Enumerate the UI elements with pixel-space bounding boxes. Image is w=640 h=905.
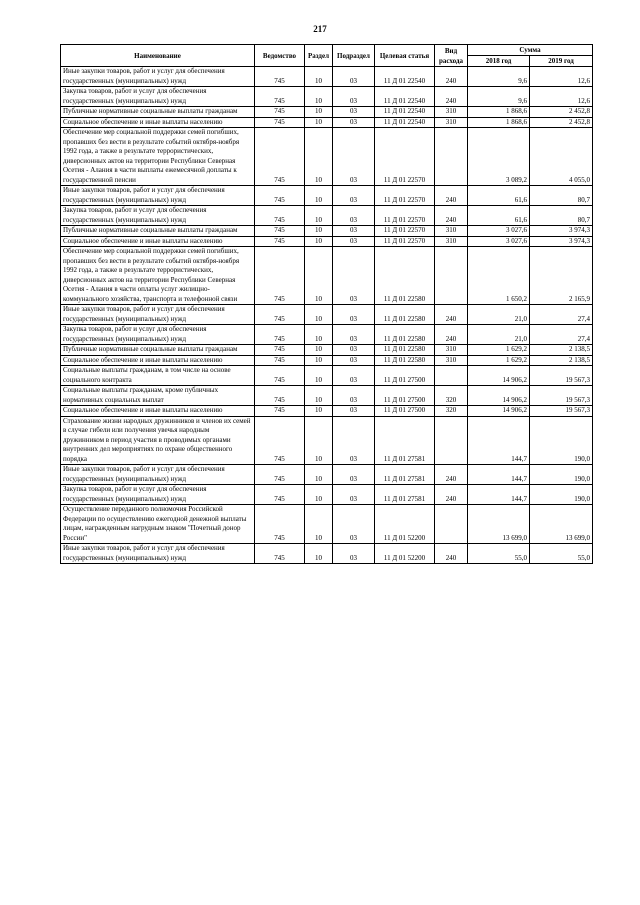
cell-2018: 14 906,2	[468, 366, 530, 386]
cell-target: 11 Д 01 27581	[375, 416, 435, 465]
cell-subsection: 03	[333, 67, 375, 87]
cell-target: 11 Д 01 22570	[375, 236, 435, 247]
cell-department: 745	[255, 67, 305, 87]
table-row	[61, 544, 593, 564]
cell-target: 11 Д 01 27500	[375, 386, 435, 406]
budget-table	[60, 44, 593, 564]
cell-target: 11 Д 01 22540	[375, 67, 435, 87]
cell-expense-type: 310	[435, 107, 468, 118]
cell-section: 10	[305, 87, 333, 107]
cell-section: 10	[305, 128, 333, 186]
cell-expense-type	[435, 366, 468, 386]
cell-subsection: 03	[333, 544, 375, 564]
cell-subsection: 03	[333, 386, 375, 406]
cell-2019: 190,0	[530, 465, 593, 485]
cell-section: 10	[305, 247, 333, 305]
cell-subsection: 03	[333, 107, 375, 118]
cell-2019: 19 567,3	[530, 386, 593, 406]
cell-section: 10	[305, 186, 333, 206]
cell-subsection: 03	[333, 406, 375, 417]
cell-2019: 80,7	[530, 186, 593, 206]
cell-section: 10	[305, 345, 333, 356]
cell-name: Иные закупки товаров, работ и услуг для обеспечения государственных (муниципальных) нужд	[61, 305, 255, 325]
cell-expense-type: 310	[435, 226, 468, 237]
cell-2018: 3 089,2	[468, 128, 530, 186]
cell-target: 11 Д 01 22580	[375, 247, 435, 305]
cell-expense-type	[435, 247, 468, 305]
cell-2018: 13 699,0	[468, 505, 530, 544]
cell-section: 10	[305, 67, 333, 87]
cell-section: 10	[305, 366, 333, 386]
cell-expense-type: 240	[435, 206, 468, 226]
cell-section: 10	[305, 406, 333, 417]
table-row	[61, 186, 593, 206]
table-header	[61, 45, 593, 67]
cell-name: Социальное обеспечение и иные выплаты населению	[61, 117, 255, 128]
cell-expense-type: 240	[435, 465, 468, 485]
cell-subsection: 03	[333, 366, 375, 386]
cell-subsection: 03	[333, 416, 375, 465]
cell-2019: 80,7	[530, 206, 593, 226]
cell-2019: 2 138,5	[530, 355, 593, 366]
cell-name: Осуществление переданного полномочия Российской Федерации по осуществлению ежегодной денежной выплаты лицам, награжденным нагрудным знаком "Почетный донор России"	[61, 505, 255, 544]
cell-2018: 9,6	[468, 87, 530, 107]
cell-department: 745	[255, 107, 305, 118]
cell-name: Публичные нормативные социальные выплаты гражданам	[61, 226, 255, 237]
header-2018: 2018 год	[468, 56, 530, 67]
cell-2019: 27,4	[530, 305, 593, 325]
cell-subsection: 03	[333, 117, 375, 128]
cell-name: Закупка товаров, работ и услуг для обеспечения государственных (муниципальных) нужд	[61, 87, 255, 107]
table-row	[61, 406, 593, 417]
cell-department: 745	[255, 186, 305, 206]
cell-2018: 3 027,6	[468, 236, 530, 247]
cell-target: 11 Д 01 52200	[375, 544, 435, 564]
cell-name: Закупка товаров, работ и услуг для обеспечения государственных (муниципальных) нужд	[61, 325, 255, 345]
cell-section: 10	[305, 416, 333, 465]
cell-section: 10	[305, 325, 333, 345]
cell-section: 10	[305, 465, 333, 485]
table-row	[61, 128, 593, 186]
cell-target: 11 Д 01 22580	[375, 325, 435, 345]
cell-department: 745	[255, 485, 305, 505]
cell-expense-type: 310	[435, 345, 468, 356]
cell-target: 11 Д 01 22540	[375, 117, 435, 128]
cell-name: Страхование жизни народных дружинников и членов их семей в случае гибели или получения увечья народным дружинником в период участия в проводимых органами внутренних дел мероприятиях по охране общественного порядка	[61, 416, 255, 465]
cell-department: 745	[255, 416, 305, 465]
header-subsection: Подраздел	[333, 45, 375, 67]
cell-expense-type: 240	[435, 186, 468, 206]
cell-section: 10	[305, 107, 333, 118]
header-row	[61, 45, 593, 56]
cell-department: 745	[255, 117, 305, 128]
table-row	[61, 305, 593, 325]
cell-2018: 14 906,2	[468, 386, 530, 406]
cell-name: Иные закупки товаров, работ и услуг для обеспечения государственных (муниципальных) нужд	[61, 465, 255, 485]
cell-2019: 2 165,9	[530, 247, 593, 305]
cell-name: Социальное обеспечение и иные выплаты населению	[61, 236, 255, 247]
cell-expense-type: 240	[435, 67, 468, 87]
cell-2018: 55,0	[468, 544, 530, 564]
cell-department: 745	[255, 236, 305, 247]
cell-expense-type: 240	[435, 325, 468, 345]
cell-subsection: 03	[333, 247, 375, 305]
header-expense-type: Вид расхода	[435, 45, 468, 67]
cell-target: 11 Д 01 22570	[375, 226, 435, 237]
cell-2018: 144,7	[468, 485, 530, 505]
cell-target: 11 Д 01 22570	[375, 186, 435, 206]
table-row	[61, 87, 593, 107]
cell-expense-type	[435, 128, 468, 186]
cell-department: 745	[255, 505, 305, 544]
page-number: 217	[313, 24, 327, 34]
table-row	[61, 206, 593, 226]
cell-department: 745	[255, 355, 305, 366]
cell-name: Социальное обеспечение и иные выплаты населению	[61, 355, 255, 366]
cell-2019: 12,6	[530, 87, 593, 107]
cell-expense-type: 310	[435, 117, 468, 128]
cell-expense-type	[435, 505, 468, 544]
cell-2018: 1 650,2	[468, 247, 530, 305]
cell-2019: 27,4	[530, 325, 593, 345]
cell-2019: 13 699,0	[530, 505, 593, 544]
cell-section: 10	[305, 226, 333, 237]
cell-2018: 144,7	[468, 465, 530, 485]
cell-department: 745	[255, 465, 305, 485]
cell-department: 745	[255, 345, 305, 356]
cell-name: Социальные выплаты гражданам, кроме публичных нормативных социальных выплат	[61, 386, 255, 406]
cell-target: 11 Д 01 22580	[375, 355, 435, 366]
cell-target: 11 Д 01 27500	[375, 406, 435, 417]
cell-section: 10	[305, 305, 333, 325]
cell-subsection: 03	[333, 485, 375, 505]
table-row	[61, 325, 593, 345]
cell-2018: 14 906,2	[468, 406, 530, 417]
cell-2019: 190,0	[530, 485, 593, 505]
cell-section: 10	[305, 386, 333, 406]
cell-department: 745	[255, 305, 305, 325]
cell-subsection: 03	[333, 345, 375, 356]
cell-name: Иные закупки товаров, работ и услуг для обеспечения государственных (муниципальных) нужд	[61, 186, 255, 206]
header-name: Наименование	[61, 45, 255, 67]
cell-expense-type: 310	[435, 236, 468, 247]
header-section: Раздел	[305, 45, 333, 67]
cell-department: 745	[255, 128, 305, 186]
cell-subsection: 03	[333, 325, 375, 345]
header-department: Ведомство	[255, 45, 305, 67]
cell-target: 11 Д 01 22540	[375, 107, 435, 118]
cell-2019: 3 974,3	[530, 226, 593, 237]
cell-name: Обеспечение мер социальной поддержки семей погибших, пропавших без вести в результате событий октября-ноября 1992 года, а также в результате террористических, диверсионных актов на территории Республики Северная Осетия - Алания в части выплаты ежемесячной доплаты к государственной пенсии	[61, 128, 255, 186]
cell-expense-type: 310	[435, 355, 468, 366]
table-row	[61, 67, 593, 87]
cell-2019: 3 974,3	[530, 236, 593, 247]
cell-department: 745	[255, 206, 305, 226]
cell-name: Закупка товаров, работ и услуг для обеспечения государственных (муниципальных) нужд	[61, 485, 255, 505]
cell-2018: 21,0	[468, 325, 530, 345]
table-row	[61, 247, 593, 305]
cell-2018: 61,6	[468, 206, 530, 226]
cell-subsection: 03	[333, 305, 375, 325]
cell-section: 10	[305, 117, 333, 128]
cell-2018: 9,6	[468, 67, 530, 87]
cell-subsection: 03	[333, 87, 375, 107]
cell-target: 11 Д 01 22570	[375, 128, 435, 186]
cell-expense-type	[435, 416, 468, 465]
cell-target: 11 Д 01 27500	[375, 366, 435, 386]
table-row	[61, 465, 593, 485]
cell-expense-type: 240	[435, 485, 468, 505]
table-row	[61, 107, 593, 118]
cell-name: Закупка товаров, работ и услуг для обеспечения государственных (муниципальных) нужд	[61, 206, 255, 226]
table-row	[61, 355, 593, 366]
table-row	[61, 345, 593, 356]
cell-subsection: 03	[333, 186, 375, 206]
cell-2018: 3 027,6	[468, 226, 530, 237]
cell-department: 745	[255, 544, 305, 564]
cell-target: 11 Д 01 52200	[375, 505, 435, 544]
cell-expense-type: 240	[435, 87, 468, 107]
cell-expense-type: 240	[435, 305, 468, 325]
cell-department: 745	[255, 247, 305, 305]
cell-name: Иные закупки товаров, работ и услуг для обеспечения государственных (муниципальных) нужд	[61, 544, 255, 564]
cell-name: Публичные нормативные социальные выплаты гражданам	[61, 345, 255, 356]
cell-expense-type: 320	[435, 406, 468, 417]
cell-subsection: 03	[333, 206, 375, 226]
header-amount: Сумма	[468, 45, 593, 56]
cell-2019: 2 138,5	[530, 345, 593, 356]
table-row	[61, 236, 593, 247]
cell-subsection: 03	[333, 505, 375, 544]
cell-subsection: 03	[333, 236, 375, 247]
table-row	[61, 366, 593, 386]
cell-section: 10	[305, 206, 333, 226]
cell-target: 11 Д 01 27581	[375, 485, 435, 505]
cell-department: 745	[255, 386, 305, 406]
cell-2019: 55,0	[530, 544, 593, 564]
cell-department: 745	[255, 366, 305, 386]
cell-department: 745	[255, 325, 305, 345]
cell-2018: 61,6	[468, 186, 530, 206]
cell-name: Социальное обеспечение и иные выплаты населению	[61, 406, 255, 417]
cell-section: 10	[305, 485, 333, 505]
cell-section: 10	[305, 355, 333, 366]
header-target: Целевая статья	[375, 45, 435, 67]
cell-2019: 12,6	[530, 67, 593, 87]
cell-department: 745	[255, 406, 305, 417]
cell-2018: 1 629,2	[468, 355, 530, 366]
cell-2018: 1 868,6	[468, 117, 530, 128]
cell-target: 11 Д 01 22540	[375, 87, 435, 107]
cell-section: 10	[305, 236, 333, 247]
cell-2019: 19 567,3	[530, 406, 593, 417]
cell-target: 11 Д 01 22580	[375, 305, 435, 325]
table-row	[61, 117, 593, 128]
header-2019: 2019 год	[530, 56, 593, 67]
cell-2019: 2 452,8	[530, 117, 593, 128]
cell-2019: 4 055,0	[530, 128, 593, 186]
cell-name: Обеспечение мер социальной поддержки семей погибших, пропавших без вести в результате событий октября-ноября 1992 года, а также в результате террористических, диверсионных актов на территории Республики Северная Осетия - Алания в части оплаты услуг жилищно-коммунального хозяйства, транспорта и телефонной связи	[61, 247, 255, 305]
cell-name: Публичные нормативные социальные выплаты гражданам	[61, 107, 255, 118]
cell-2019: 2 452,8	[530, 107, 593, 118]
cell-2019: 19 567,3	[530, 366, 593, 386]
table-body	[61, 67, 593, 564]
cell-section: 10	[305, 544, 333, 564]
cell-subsection: 03	[333, 128, 375, 186]
cell-subsection: 03	[333, 226, 375, 237]
cell-2018: 1 868,6	[468, 107, 530, 118]
cell-name: Социальные выплаты гражданам, в том числе на основе социального контракта	[61, 366, 255, 386]
cell-subsection: 03	[333, 465, 375, 485]
cell-2019: 190,0	[530, 416, 593, 465]
table-row	[61, 226, 593, 237]
cell-target: 11 Д 01 27581	[375, 465, 435, 485]
table-row	[61, 485, 593, 505]
cell-target: 11 Д 01 22570	[375, 206, 435, 226]
cell-expense-type: 320	[435, 386, 468, 406]
cell-2018: 21,0	[468, 305, 530, 325]
cell-expense-type: 240	[435, 544, 468, 564]
cell-subsection: 03	[333, 355, 375, 366]
cell-department: 745	[255, 226, 305, 237]
cell-section: 10	[305, 505, 333, 544]
cell-2018: 144,7	[468, 416, 530, 465]
table-row	[61, 416, 593, 465]
table-row	[61, 386, 593, 406]
cell-target: 11 Д 01 22580	[375, 345, 435, 356]
cell-department: 745	[255, 87, 305, 107]
cell-name: Иные закупки товаров, работ и услуг для обеспечения государственных (муниципальных) нужд	[61, 67, 255, 87]
cell-2018: 1 629,2	[468, 345, 530, 356]
table-row	[61, 505, 593, 544]
